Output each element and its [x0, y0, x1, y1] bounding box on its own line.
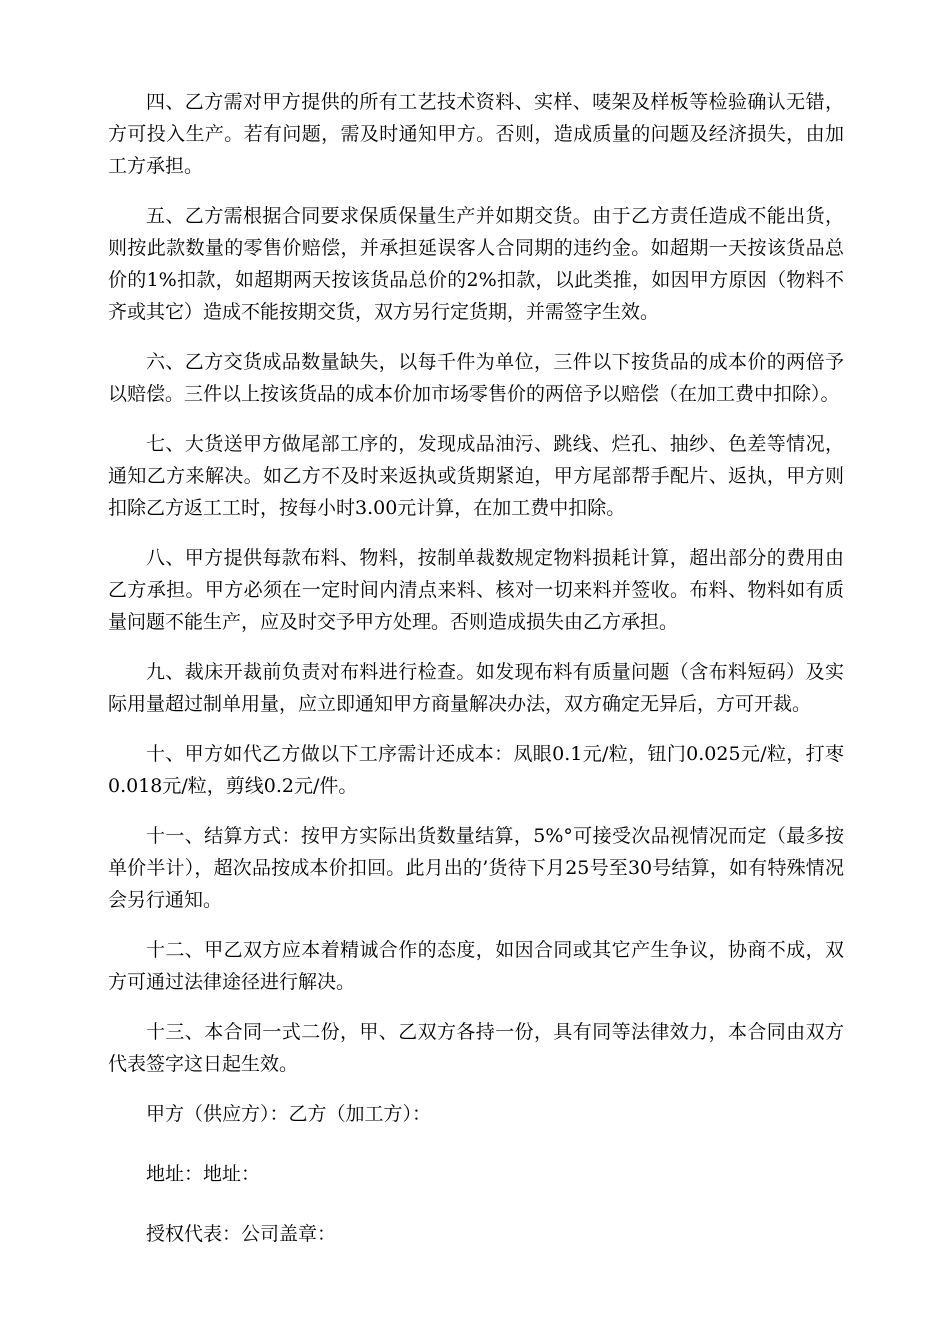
clause-6: 六、乙方交货成品数量缺失，以每千件为单位，三件以下按货品的成本价的两倍予以赔偿。三件以上按该货品的成本价加市场零售价的两倍予以赔偿（在加工费中扣除）。: [108, 351, 844, 405]
clause-4: 四、乙方需对甲方提供的所有工艺技术资料、实样、唛架及样板等检验确认无错，方可投入生产。若有问题，需及时通知甲方。否则，造成质量的问题及经济损失，由加工方承担。: [108, 91, 844, 177]
signature-representative: 授权代表：公司盖章：: [146, 1223, 337, 1245]
clause-8: 八、甲方提供每款布料、物料，按制单裁数规定物料损耗计算，超出部分的费用由乙方承担。甲方必须在一定时间内清点来料、核对一切来料并签收。布料、物料如有质量问题不能生产，应及时交予甲方处理。否则造成损失由乙方承担。: [108, 547, 844, 633]
clause-7: 七、大货送甲方做尾部工序的，发现成品油污、跳线、烂孔、抽纱、色差等情况，通知乙方来解决。如乙方不及时来返执或货期紧迫，甲方尾部帮手配片、返执，甲方则扣除乙方返工工时，按每小时3.00元计算，在加工费中扣除。: [108, 433, 844, 519]
clause-10: 十、甲方如代乙方做以下工序需计还成本：凤眼0.1元/粒，钮门0.025元/粒，打枣0.018元/粒，剪线0.2元/件。: [108, 743, 844, 797]
clause-12: 十二、甲乙双方应本着精诚合作的态度，如因合同或其它产生争议，协商不成，双方可通过法律途径进行解决。: [108, 939, 844, 993]
document-body: [108, 86, 844, 1278]
clause-9: 九、裁床开裁前负责对布料进行检查。如发现布料有质量问题（含布料短码）及实际用量超过制单用量，应立即通知甲方商量解决办法，双方确定无异后，方可开裁。: [108, 661, 844, 715]
signature-parties: 甲方（供应方）：乙方（加工方）：: [146, 1103, 432, 1125]
signature-address: 地址：地址：: [146, 1163, 261, 1185]
clause-11: 十一、结算方式：按甲方实际出货数量结算，5%°可接受次品视情况而定（最多按单价半计），超次品按成本价扣回。此月出的’货待下月25号至30号结算，如有特殊情况会另行通知。: [108, 825, 844, 911]
clause-13: 十三、本合同一式二份，甲、乙双方各持一份，具有同等法律效力，本合同由双方代表签字这日起生效。: [108, 1021, 844, 1075]
clause-5: 五、乙方需根据合同要求保质保量生产并如期交货。由于乙方责任造成不能出货，则按此款数量的零售价赔偿，并承担延误客人合同期的违约金。如超期一天按该货品总价的1%扣款，如超期两天按该货品总价的2%扣款，以此类推，如因甲方原因（物料不齐或其它）造成不能按期交货，双方另行定货期，并需签字生效。: [108, 205, 844, 323]
